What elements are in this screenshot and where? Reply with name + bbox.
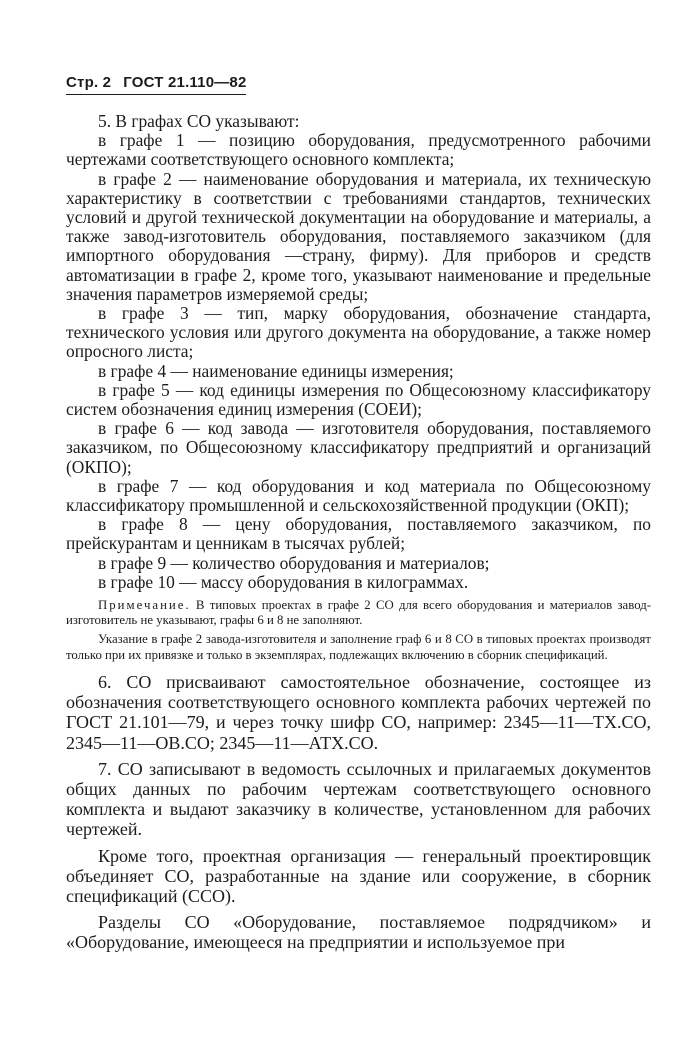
item-column-5: в графе 5 — код единицы измерения по Общесоюзному классификатору систем обозначения единиц измерения (СОЕИ); [66,379,651,420]
paragraph-7: 7. СО записывают в ведомость ссылочных и прилагаемых документов общих данных по рабочим чертежам соответствующего основного комплекта и выдают заказчику в количестве, установленном для рабочих чертежей. [66,758,651,840]
item-column-8: в графе 8 — цену оборудования, поставляемого заказчиком, по прейскурантам и ценникам в тысячах рублей; [66,514,651,554]
paragraph-sections: Разделы СО «Оборудование, поставляемое подрядчиком» и «Оборудование, имеющееся на предприятии и используемое при [66,912,651,953]
paragraph-6: 6. СО присваивают самостоятельное обозначение, состоящее из обозначения соответствующего основного комплекта рабочих чертежей по ГОСТ 21.101—79, и через точку шифр СО, например: 2345—11—ТХ.СО, 2345—11—ОВ.СО; 2345—11—АТХ.СО. [66,671,651,753]
note-block [66,598,651,663]
page-number: Стр. 2 [66,74,112,91]
item-column-7: в графе 7 — код оборудования и код материала по Общесоюзному классификатору промышленной и сельскохозяйственной продукции (ОКП); [66,475,651,516]
item-column-4: в графе 4 — наименование единицы измерения; [98,360,454,381]
item-column-6: в графе 6 — код завода — изготовителя оборудования, поставляемого заказчиком, по Общесоюзному классификатору предприятий и организаций (ОКПО); [66,418,651,477]
standard-code: ГОСТ 21.110—82 [123,74,247,91]
paragraph-general-designer: Кроме того, проектная организация — генеральный проектировщик объединяет СО, разработанные на здание или сооружение, в сборник спецификаций (ССО). [66,845,651,906]
item-column-10: в графе 10 — массу оборудования в килограммах. [98,571,469,592]
page-body [66,112,651,953]
item-5-heading: 5. В графах СО указывают: [98,111,300,131]
note-text: В типовых проектах в графе 2 СО для всего оборудования и материалов завод-изготовитель не указывают, графы 6 и 8 не заполняют. [66,598,651,628]
item-column-9: в графе 9 — количество оборудования и материалов; [98,552,490,573]
note-paragraph-1 [66,598,651,628]
item-column-2: в графе 2 — наименование оборудования и материала, их техническую характеристику в соответствии с требованиями стандартов, технических условий и другой технической документации на оборудование и материалы, а также завод-изготовитель оборудования, поставляемого заказчиком (для импортного оборудования —страну, фирму). Для приборов и средств автоматизации в графе 2, кроме того, указывают наименование и предельные значения параметров измеряемой среды; [66,168,651,304]
main-text [66,672,651,953]
note-paragraph-2: Указание в графе 2 завода-изготовителя и заполнение граф 6 и 8 СО в типовых проектах производят только при их привязке и только в экземплярах, подлежащих включению в сборник спецификаций. [66,632,651,662]
item-column-3: в графе 3 — тип, марку оборудования, обозначение стандарта, технического условия или другого документа на оборудование, а также номер опросного листа; [66,303,651,362]
item-column-1: в графе 1 — позицию оборудования, предусмотренного рабочими чертежами соответствующего основного комплекта; [66,130,651,170]
page-header [66,74,246,95]
note-title: Примечание. [98,598,191,613]
